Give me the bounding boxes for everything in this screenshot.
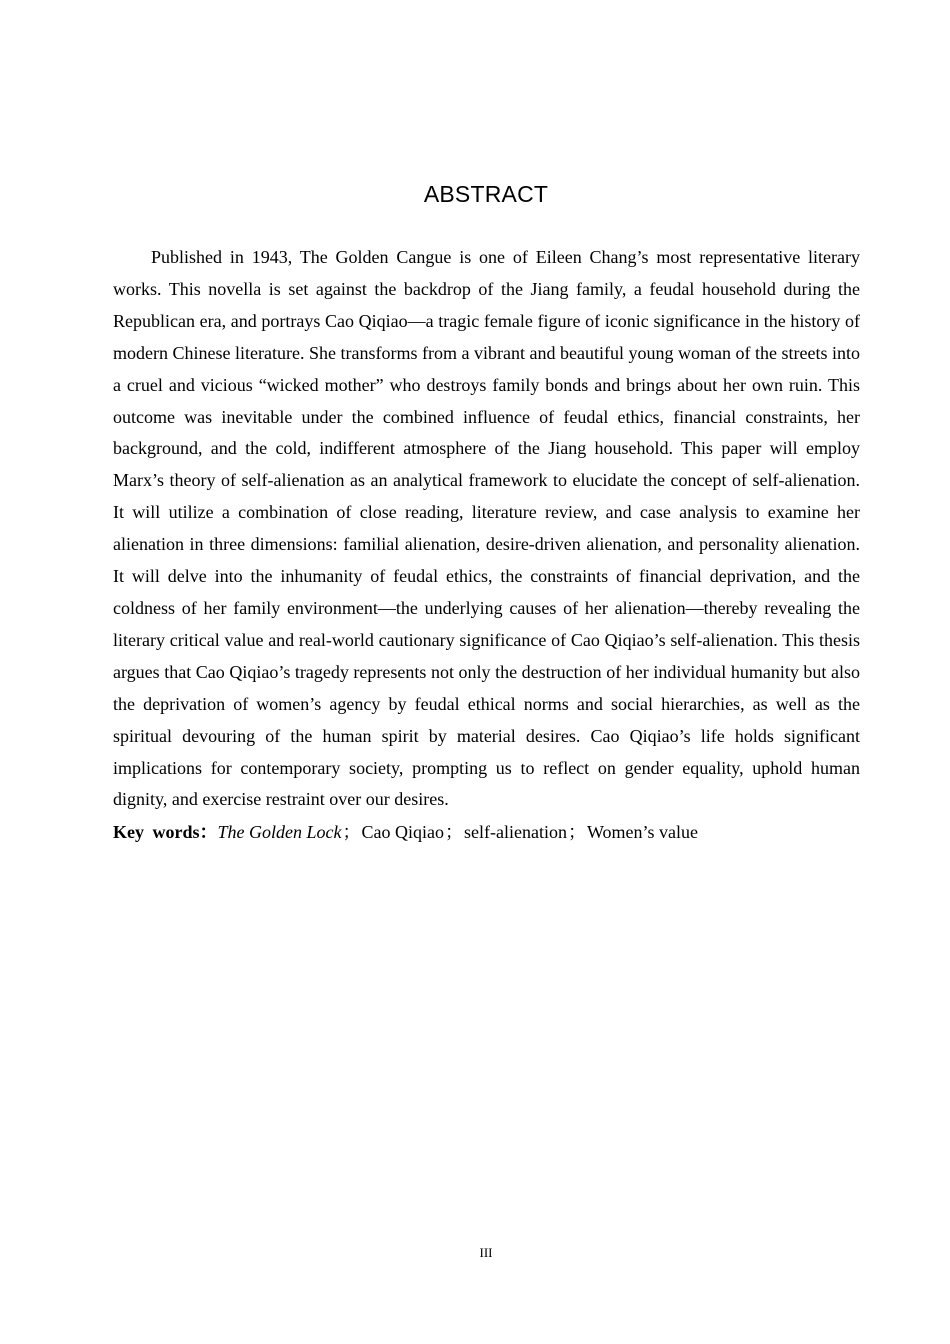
keywords-label: Key words： (113, 822, 218, 842)
keywords-line (113, 817, 873, 849)
keyword-item: Cao Qiqiao (361, 822, 444, 842)
keyword-separator: ； (567, 822, 586, 842)
abstract-paragraph: Published in 1943, The Golden Cangue is one of Eileen Chang’s most representative literary works. This novella is set against the backdrop of the Jiang family, a feudal household during the Republican era, and portrays Cao Qiqiao—a tragic female figure of iconic significance in the history of modern Chinese literature. She transforms from a vibrant and beautiful young woman of the streets into a cruel and vicious “wicked mother” who destroys family bonds and brings about her own ruin. This outcome was inevitable under the combined influence of feudal ethics, financial constraints, her background, and the cold, indifferent atmosphere of the Jiang household. This paper will employ Marx’s theory of self-alienation as an analytical framework to elucidate the concept of self-alienation. It will utilize a combination of close reading, literature review, and case analysis to examine her alienation in three dimensions: familial alienation, desire-driven alienation, and personality alienation. It will delve into the inhumanity of feudal ethics, the constraints of financial deprivation, and the coldness of her family environment—the underlying causes of her alienation—thereby revealing the literary critical value and real-world cautionary significance of Cao Qiqiao’s self-alienation. This thesis argues that Cao Qiqiao’s tragedy represents not only the destruction of her individual humanity but also the deprivation of women’s agency by feudal ethical norms and social hierarchies, as well as the spiritual devouring of the human spirit by material desires. Cao Qiqiao’s life holds significant implications for contemporary society, prompting us to reflect on gender equality, uphold human dignity, and exercise restraint over our desires. (113, 247, 860, 810)
page-number: III (479, 1245, 493, 1260)
keyword-item: The Golden Lock (217, 822, 342, 842)
keyword-separator: ； (342, 822, 361, 842)
abstract-title: ABSTRACT (423, 181, 549, 207)
keyword-item: Women’s value (586, 822, 698, 842)
keyword-separator: ； (444, 822, 463, 842)
keyword-item: self-alienation (463, 822, 567, 842)
